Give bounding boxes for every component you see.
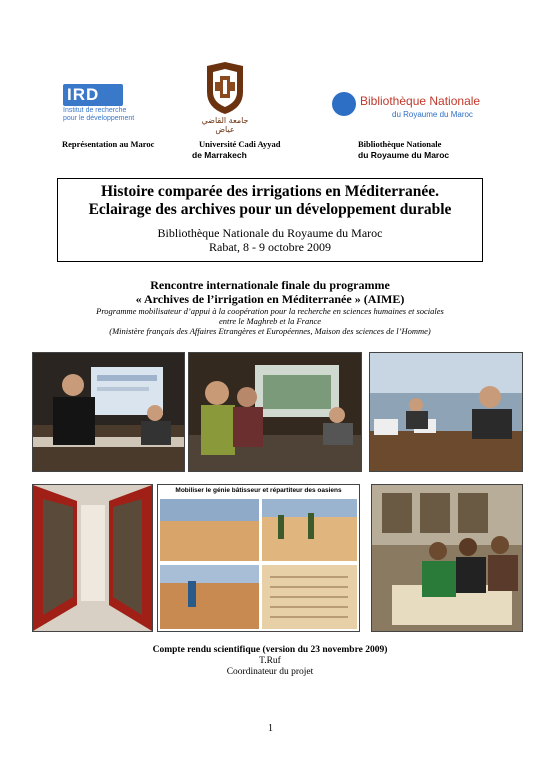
cadi-caption-line2: de Marrakech xyxy=(192,150,247,160)
event-date: Rabat, 8 - 9 octobre 2009 xyxy=(209,240,331,254)
conference-photo-1 xyxy=(32,352,185,472)
venue: Bibliothèque Nationale du Royaume du Maroc xyxy=(157,226,383,240)
report-title: Compte rendu scientifique (version du 23 novembre 2009) xyxy=(152,645,388,655)
archives-reading-photo xyxy=(371,484,523,632)
ird-caption: Représentation au Maroc xyxy=(62,139,155,149)
ird-logo-subtitle: Institut de recherche pour le développement xyxy=(63,107,135,122)
programme-block xyxy=(40,278,500,336)
cadi-caption-line1: Université Cadi Ayyad xyxy=(199,139,281,149)
rencontre-line1: Rencontre internationale finale du programme xyxy=(150,278,390,292)
title-line2: Eclairage des archives pour un développement durable xyxy=(88,201,452,218)
bnrm-logo xyxy=(332,92,481,124)
author: T.Ruf xyxy=(259,656,281,666)
cadi-ayyad-logo xyxy=(201,62,249,132)
oasis-collage xyxy=(157,484,360,632)
cadi-arabic-text: جامعة القاضي عياض xyxy=(201,116,249,134)
ird-logo xyxy=(63,84,133,132)
page-number: 1 xyxy=(268,723,273,734)
footer-block xyxy=(40,645,500,678)
bnrm-icon xyxy=(332,92,356,116)
bnrm-logo-title: Bibliothèque Nationale xyxy=(360,94,481,108)
collage-caption: Mobiliser le génie bâtisseur et répartiteur des oasiens xyxy=(175,487,342,494)
bnrm-caption-line1: Bibliothèque Nationale xyxy=(358,139,442,149)
programme-description: Programme mobilisateur d’appui à la coopération pour la recherche en sciences humaines et sociales xyxy=(96,306,444,316)
ird-logo-text: IRD xyxy=(67,85,100,104)
conference-photo-3 xyxy=(369,352,523,472)
archives-shelves-photo xyxy=(32,484,153,632)
bnrm-logo-subtitle: du Royaume du Maroc xyxy=(392,110,473,119)
programme-sponsors: (Ministère français des Affaires Etrangères et Européennes, Maison des sciences de l’Homme) xyxy=(109,326,431,336)
conference-photo-2 xyxy=(188,352,362,472)
title-box xyxy=(57,178,483,262)
author-role: Coordinateur du projet xyxy=(226,667,314,677)
bnrm-caption-line2: du Royaume du Maroc xyxy=(358,150,450,160)
title-line1: Histoire comparée des irrigations en Méditerranée. xyxy=(100,183,440,200)
programme-scope: entre le Maghreb et la France xyxy=(218,316,322,326)
rencontre-line2: « Archives de l’irrigation en Méditerranée » (AIME) xyxy=(135,292,405,306)
